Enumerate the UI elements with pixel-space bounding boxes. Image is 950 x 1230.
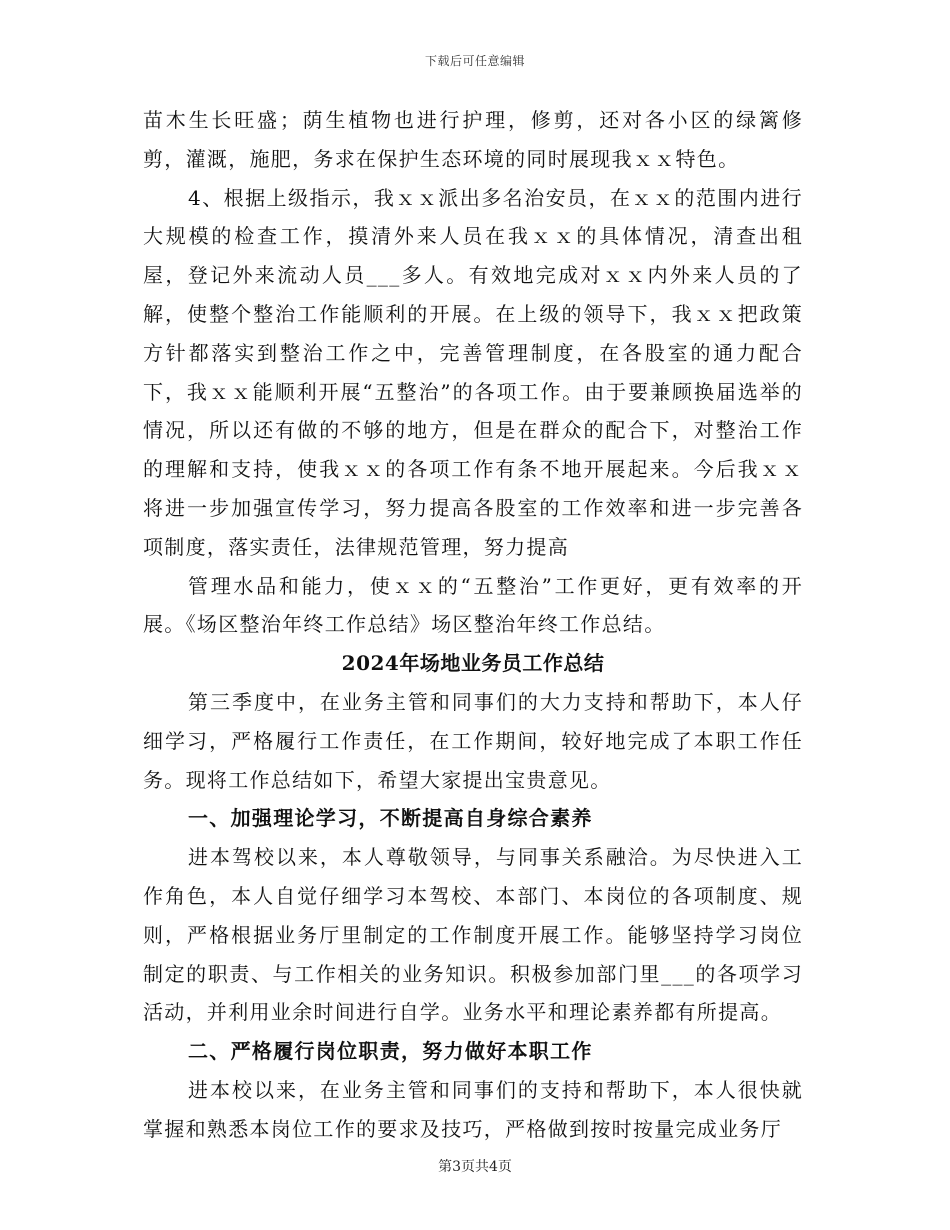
document-body xyxy=(143,101,803,1149)
paragraph-item-4: 4、根据上级指示，我ｘｘ派出多名治安员，在ｘｘ的范围内进行大规模的检查工作，摸清外来人员在我ｘｘ的具体情况，清查出租屋，登记外来流动人员___多人。有效地完成对ｘｘ内外来人员的了解，使整个整治工作能顺利的开展。在上级的领导下，我ｘｘ把政策方针都落实到整治工作之中，完善管理制度，在各股室的通力配合下，我ｘｘ能顺利开展“五整治”的各项工作。由于要兼顾换届选举的情况，所以还有做的不够的地方，但是在群众的配合下，对整治工作的理解和支持，使我ｘｘ的各项工作有条不地开展起来。今后我ｘｘ将进一步加强宣传学习，努力提高各股室的工作效率和进一步完善各项制度，落实责任，法律规范管理，努力提高 xyxy=(143,185,803,559)
heading-2: 二、严格履行岗位职责，努力做好本职工作 xyxy=(188,1039,593,1064)
paragraph-section-2: 进本校以来，在业务主管和同事们的支持和帮助下，本人很快就掌握和熟悉本岗位工作的要求及技巧，严格做到按时按量完成业务厅 xyxy=(143,1077,803,1141)
page-header: 下载后可任意编辑 xyxy=(424,54,525,68)
heading-1: 一、加强理论学习，不断提高自身综合素养 xyxy=(188,806,593,831)
section-title: 2024年场地业务员工作总结 xyxy=(341,651,605,676)
paragraph-intro: 第三季度中，在业务主管和同事们的大力支持和帮助下，本人仔细学习，严格履行工作责任，在工作期间，较好地完成了本职工作任务。现将工作总结如下，希望大家提出宝贵意见。 xyxy=(143,689,803,792)
paragraph-closing: 管理水品和能力，使ｘｘ的“五整治”工作更好，更有效率的开展。《场区整治年终工作总结》场区整治年终工作总结。 xyxy=(143,573,803,637)
page-number: 第3页共4页 xyxy=(438,1159,512,1175)
paragraph-section-1: 进本驾校以来，本人尊敬领导，与同事关系融洽。为尽快进入工作角色，本人自觉仔细学习本驾校、本部门、本岗位的各项制度、规则，严格根据业务厅里制定的工作制度开展工作。能够坚持学习岗位制定的职责、与工作相关的业务知识。积极参加部门里___的各项学习活动，并利用业余时间进行自学。业务水平和理论素养都有所提高。 xyxy=(143,845,803,1025)
paragraph-continued: 苗木生长旺盛；荫生植物也进行护理，修剪，还对各小区的绿篱修剪，灌溉，施肥，务求在保护生态环境的同时展现我ｘｘ特色。 xyxy=(143,108,803,171)
